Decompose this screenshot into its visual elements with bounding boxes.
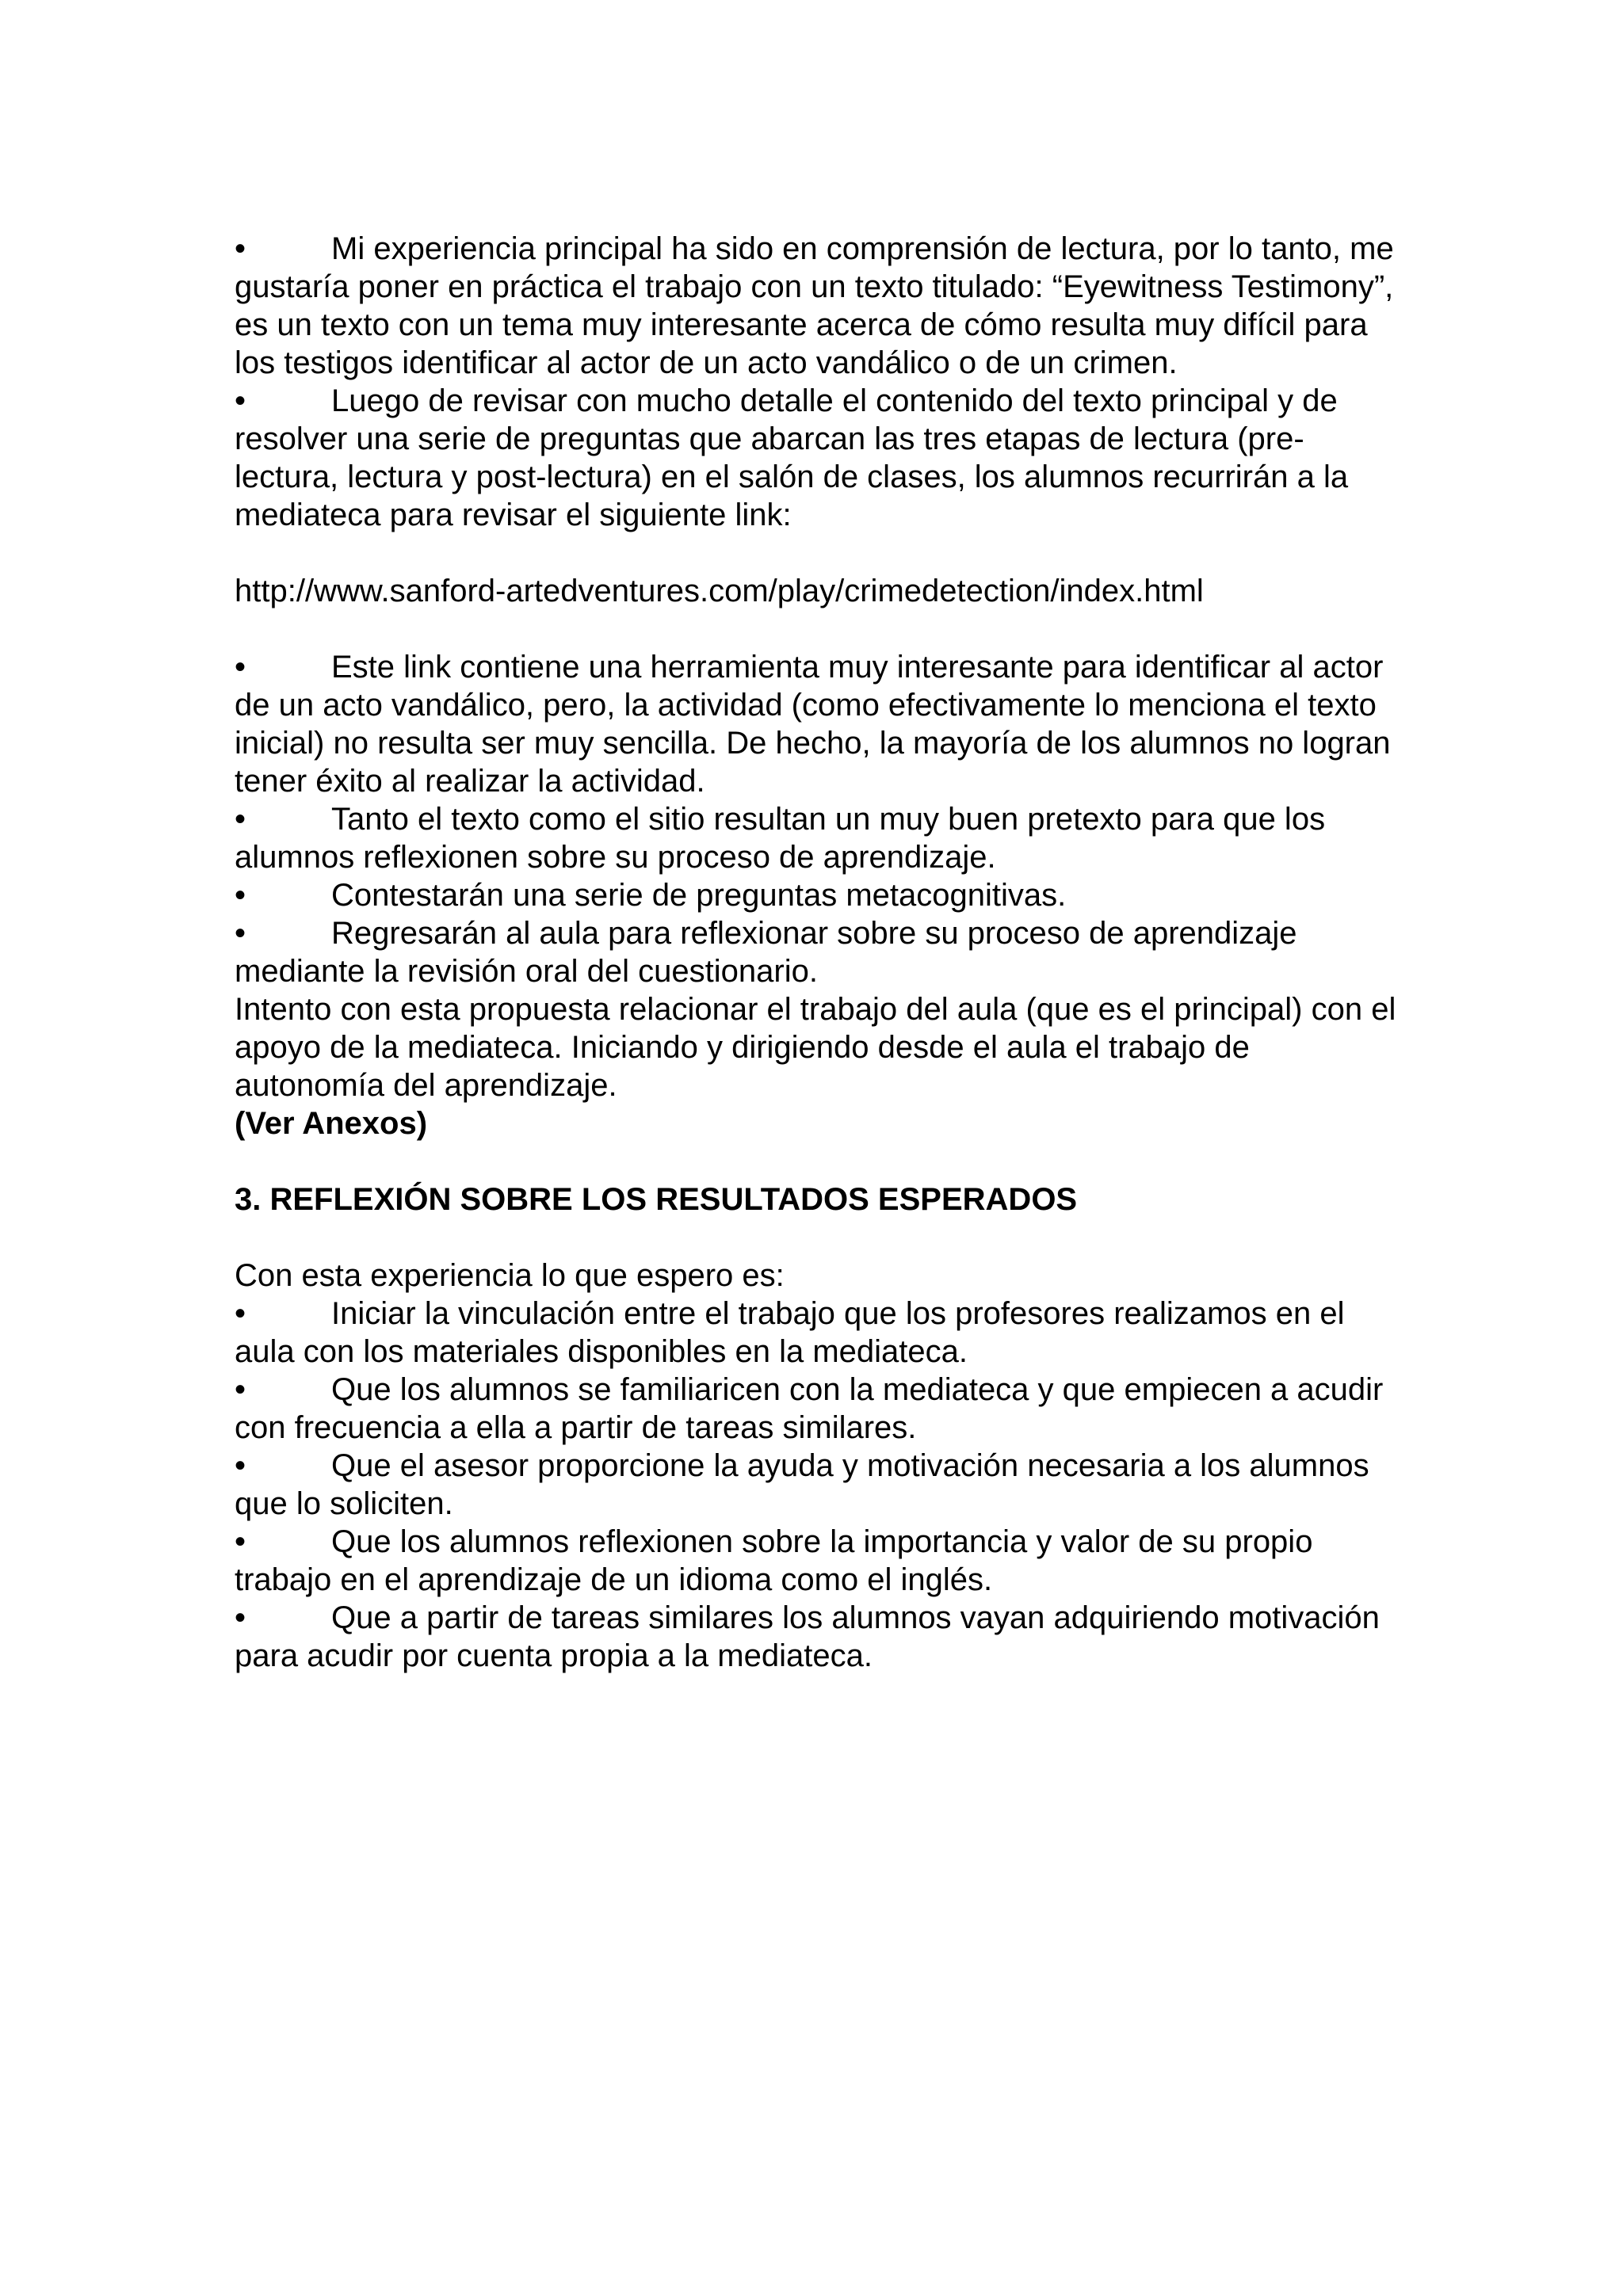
bullet-icon: • <box>235 1296 246 1331</box>
list-item <box>235 1447 1407 1523</box>
document-page <box>235 230 1407 1675</box>
list-item <box>235 382 1407 534</box>
spacer <box>235 1219 1407 1257</box>
bullet-icon: • <box>235 1372 246 1407</box>
list-item <box>235 800 1407 876</box>
bullet-icon: • <box>235 231 246 266</box>
bullet-icon: • <box>235 1600 246 1635</box>
bullet-icon: • <box>235 383 246 418</box>
list-item <box>235 1599 1407 1675</box>
list-item-text: Contestarán una serie de preguntas metacognitivas. <box>331 878 1067 913</box>
list-item-text: Este link contiene una herramienta muy interesante para identificar al actor de un acto vandálico, pero, la actividad (como efectivamente lo menciona el texto inicial) no resulta ser muy sencilla. De hecho, la mayoría de los alumnos no logran tener éxito al realizar la actividad. <box>235 650 1391 799</box>
section-intro: Con esta experiencia lo que espero es: <box>235 1258 785 1293</box>
list-item-text: Iniciar la vinculación entre el trabajo que los profesores realizamos en el aula con los materiales disponibles en la mediateca. <box>235 1296 1345 1369</box>
list-item <box>235 648 1407 800</box>
spacer <box>235 534 1407 572</box>
list-item <box>235 1295 1407 1371</box>
spacer <box>235 610 1407 648</box>
annex-note: (Ver Anexos) <box>235 1106 428 1141</box>
bullet-icon: • <box>235 1448 246 1483</box>
list-item-text: Que el asesor proporcione la ayuda y motivación necesaria a los alumnos que lo soliciten. <box>235 1448 1369 1521</box>
list-item <box>235 1523 1407 1599</box>
bullet-icon: • <box>235 650 246 685</box>
list-item <box>235 914 1407 990</box>
list-item <box>235 230 1407 382</box>
bullet-icon: • <box>235 878 246 913</box>
list-item-text: Que a partir de tareas similares los alumnos vayan adquiriendo motivación para acudir por cuenta propia a la mediateca. <box>235 1600 1380 1673</box>
list-item-text: Mi experiencia principal ha sido en comprensión de lectura, por lo tanto, me gustaría poner en práctica el trabajo con un texto titulado: “Eyewitness Testimony”, es un texto con un tema muy interesante acerca de cómo resulta muy difícil para los testigos identificar al actor de un acto vandálico o de un crimen. <box>235 231 1394 380</box>
bullet-icon: • <box>235 802 246 837</box>
list-item-text: Que los alumnos se familiaricen con la mediateca y que empiecen a acudir con frecuencia a ella a partir de tareas similares. <box>235 1372 1384 1445</box>
body-paragraph: Intento con esta propuesta relacionar el trabajo del aula (que es el principal) con el apoyo de la mediateca. Iniciando y dirigiendo desde el aula el trabajo de autonomía del aprendizaje. <box>235 992 1396 1103</box>
list-item-text: Luego de revisar con mucho detalle el contenido del texto principal y de resolver una serie de preguntas que abarcan las tres etapas de lectura (pre-lectura, lectura y post-lectura) en el salón de clases, los alumnos recurrirán a la mediateca para revisar el siguiente link: <box>235 383 1349 532</box>
list-item-text: Regresarán al aula para reflexionar sobre su proceso de aprendizaje mediante la revisión oral del cuestionario. <box>235 916 1297 989</box>
bullet-icon: • <box>235 1524 246 1559</box>
list-item <box>235 1371 1407 1447</box>
list-item <box>235 876 1407 914</box>
spacer <box>235 1142 1407 1180</box>
bullet-icon: • <box>235 916 246 951</box>
reference-link: http://www.sanford-artedventures.com/play/crimedetection/index.html <box>235 574 1204 608</box>
list-item-text: Tanto el texto como el sitio resultan un muy buen pretexto para que los alumnos reflexionen sobre su proceso de aprendizaje. <box>235 802 1326 875</box>
section-heading: 3. REFLEXIÓN SOBRE LOS RESULTADOS ESPERADOS <box>235 1182 1078 1217</box>
list-item-text: Que los alumnos reflexionen sobre la importancia y valor de su propio trabajo en el aprendizaje de un idioma como el inglés. <box>235 1524 1313 1597</box>
